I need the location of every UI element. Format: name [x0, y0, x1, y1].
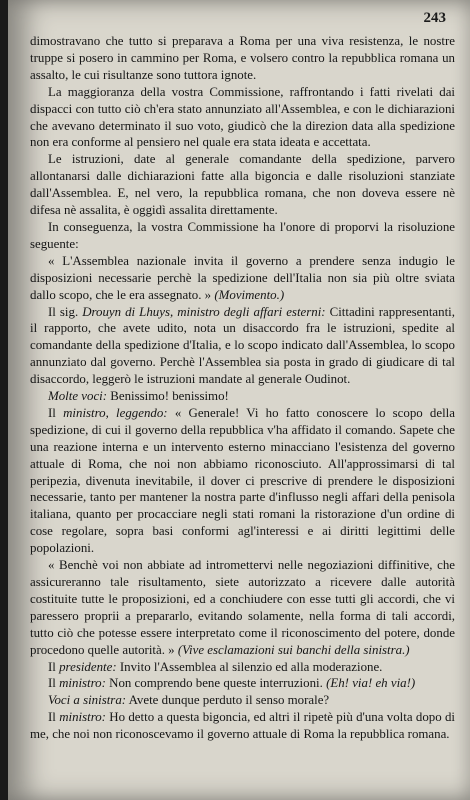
- text-run: dimostravano che tutto si preparava a Roma per una viva resistenza, le nostre truppe si posero in cammino per Roma, e volsero contro la repubblica romana un assalto, le cui risultanze sono tuttora ignote.: [30, 34, 455, 82]
- italic-run: Voci a sinistra:: [48, 693, 127, 708]
- text-run: Il: [48, 676, 60, 691]
- paragraph: [30, 33, 455, 84]
- body-text: [30, 33, 455, 743]
- paragraph: [30, 219, 455, 253]
- book-page: [8, 0, 470, 800]
- italic-run: Molte voci:: [48, 389, 108, 404]
- paragraph: [30, 675, 455, 692]
- text-run: Avete dunque perduto il senso morale?: [126, 693, 330, 708]
- paragraph: [30, 151, 455, 219]
- text-run: Il: [48, 405, 64, 420]
- text-run: Il: [48, 659, 60, 674]
- text-run: « Benchè voi non abbiate ad intromettervi nelle negoziazioni diffinitive, che assicureranno tale risultamento, siete autorizzato a ricevere dalle autorità costituite tutte le proposizioni, ed a conchiudere con esse tutti gli accordi, che vi paressero proprii a prepararlo, evitando solamente, nella forma di tali accordi, tutto ciò che potesse essere interpretato come il riconoscimento del potere, donde procedono quelle autorità. »: [30, 558, 455, 657]
- paragraph: [30, 557, 455, 658]
- text-run: Non comprendo bene queste interruzioni.: [105, 676, 327, 691]
- text-run: Cittadini rappresentanti, il rapporto, che avete udito, nota un disaccordo fra le istruzioni, spedite al comandante della spedizione d'Italia, e lo scopo indicato dall'Assemblea, lo scopo annunziato dal governo. Perchè l'Assemblea sia posta in grado di giudicare di tal disaccordo, leggerò le istruzioni mandate al generale Oudinot.: [30, 304, 455, 387]
- italic-run: ministro, leggendo:: [63, 405, 168, 420]
- italic-run: (Vive esclamazioni sui banchi della sinistra.): [177, 642, 410, 657]
- paragraph: [30, 253, 455, 304]
- text-run: La maggioranza della vostra Commissione, raffrontando i fatti rivelati dai dispacci con tutto ciò ch'era stato annunziato all'Assemblea, e con le dichiarazioni che avevano determinato il suo voto, giudicò che la direzion data alla spedizione non era conforme al pensiero nel quale era stata ideata e accettata.: [30, 84, 455, 150]
- paragraph: [30, 304, 455, 389]
- paragraph: [30, 692, 455, 709]
- paragraph: [30, 709, 455, 743]
- italic-run: (Movimento.): [214, 287, 285, 302]
- italic-run: (Eh! via! eh via!): [326, 676, 416, 691]
- text-run: Il sig.: [48, 304, 83, 319]
- italic-run: ministro:: [59, 676, 106, 691]
- page-number: 243: [423, 10, 446, 26]
- paragraph: [30, 388, 455, 405]
- text-run: Benissimo! benissimo!: [107, 389, 229, 404]
- paragraph: [30, 405, 455, 557]
- italic-run: Drouyn di Lhuys, ministro degli affari esterni:: [82, 304, 326, 319]
- text-run: Ho detto a questa bigoncia, ed altri il ripetè più d'una volta dopo di me, che noi non riconoscevamo il governo attuale di Roma la repubblica romana.: [30, 710, 455, 742]
- text-run: Invito l'Assemblea al silenzio ed alla moderazione.: [116, 659, 383, 674]
- text-run: « L'Assemblea nazionale invita il governo a prendere senza indugio le disposizioni necessarie perchè la spedizione dell'Italia non sia più oltre sviata dallo scopo, che le era assegnato. »: [30, 253, 455, 302]
- paragraph: [30, 84, 455, 152]
- text-run: « Generale! Vi ho fatto conoscere lo scopo della spedizione, di cui il governo della repubblica v'ha affidato il comando. Sapete che una reazione interna e un intervento esterno minacciano l'esistenza del governo attuale di Roma, che noi non abbiamo riconosciuto. All'approssimarsi di tal peripezia, divenuta inevitabile, il dover ci prescrive di prendere le disposizioni necessarie, tanto per mantener la nostra parte d'influsso negli affari della penisola italiana, quanto per procacciare negli stati romani la ristorazione d'un ordine di cose regolare, sopra basi conformi agl'interessi e ai diritti legittimi delle popolazioni.: [30, 405, 455, 556]
- text-run: Il: [48, 710, 60, 725]
- italic-run: ministro:: [59, 710, 106, 725]
- text-run: In conseguenza, la vostra Commissione ha l'onore di proporvi la risoluzione seguente:: [30, 219, 455, 251]
- italic-run: presidente:: [59, 659, 117, 674]
- paragraph: [30, 659, 455, 676]
- text-run: Le istruzioni, date al generale comandante della spedizione, parvero allontanarsi dalle dichiarazioni fatte alla bigoncia e dalle risoluzioni stanziate dall'Assemblea. E, nel vero, la repubblica romana, che non doveva essere nè difesa nè assalita, è oggidì assalita direttamente.: [30, 152, 455, 218]
